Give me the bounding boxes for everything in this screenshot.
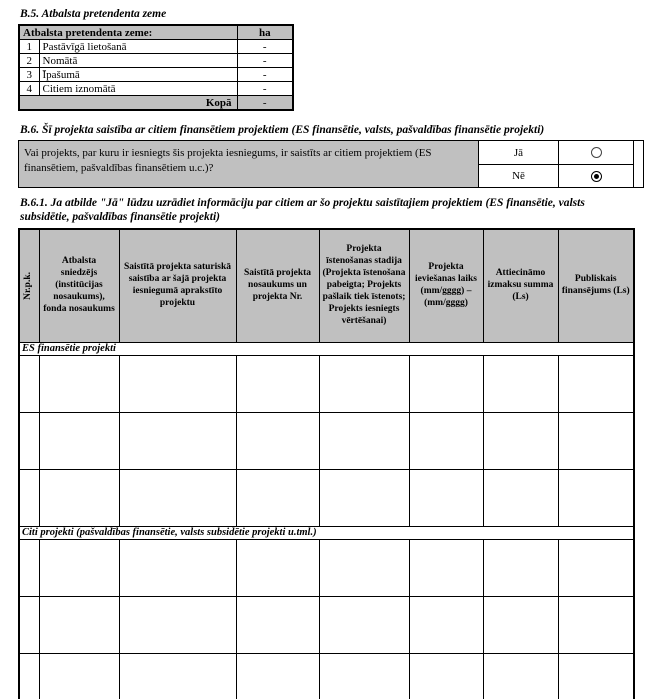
b6-option-ja [479,141,633,165]
b6-option-ne-label: Nē [479,165,559,188]
project-cell[interactable] [39,355,119,412]
b5-row-value[interactable]: - [237,40,293,54]
project-cell[interactable] [39,653,119,699]
b61-section-es-band [19,342,634,355]
b5-row-label: Īpašumā [39,68,237,82]
b6-question-block [18,140,644,188]
project-cell[interactable] [483,596,558,653]
b5-total-row [19,96,293,111]
b5-unit-header: ha [237,25,293,40]
project-cell[interactable] [319,412,409,469]
b5-total-label: Kopā [19,96,237,111]
project-cell[interactable] [119,412,236,469]
project-cell[interactable] [558,412,634,469]
project-cell[interactable] [558,596,634,653]
b5-total-value: - [237,96,293,111]
b5-row-number: 3 [19,68,39,82]
project-cell[interactable] [558,539,634,596]
b6-option-ne [479,165,633,188]
b6-right-filler [634,141,643,187]
b6-radio-ne-cell[interactable] [559,165,633,188]
project-cell[interactable] [319,653,409,699]
project-cell[interactable] [483,469,558,526]
b6-option-ja-label: Jā [479,141,559,164]
project-cell[interactable] [39,596,119,653]
project-cell[interactable] [19,469,39,526]
b6-radio-ja-cell[interactable] [559,141,633,164]
project-cell[interactable] [483,653,558,699]
project-cell[interactable] [39,469,119,526]
project-cell[interactable] [236,469,319,526]
project-cell[interactable] [119,355,236,412]
table-row [19,68,293,82]
project-cell[interactable] [483,355,558,412]
project-cell[interactable] [236,539,319,596]
project-cell[interactable] [483,539,558,596]
project-cell[interactable] [409,596,483,653]
b61-section-citi-band [19,526,634,539]
project-cell[interactable] [409,653,483,699]
project-cell[interactable] [19,653,39,699]
table-row [19,40,293,54]
b61-section-es-label: ES finansētie projekti [19,342,634,355]
project-cell[interactable] [409,469,483,526]
section-b6-heading: B.6. Šī projekta saistība ar citiem finansētiem projektiem (ES finansētie, valsts, pašvaldības finansētie projekti) [20,124,545,137]
project-cell[interactable] [319,355,409,412]
b5-header-label: Atbalsta pretendenta zeme: [19,25,237,40]
project-cell[interactable] [119,469,236,526]
project-cell[interactable] [483,412,558,469]
b61-col-public-funding: Publiskais finansējums (Ls) [558,229,634,343]
b5-header-row [19,25,293,40]
b61-col-content-link: Saistītā projekta saturiskā saistība ar šajā projekta iesniegumā aprakstīto projektu [119,229,236,343]
project-cell[interactable] [39,412,119,469]
project-cell[interactable] [236,596,319,653]
project-cell[interactable] [39,539,119,596]
b5-row-label: Nomātā [39,54,237,68]
b5-row-number: 1 [19,40,39,54]
table-row [19,54,293,68]
b61-related-projects-table [18,228,635,699]
project-cell[interactable] [119,596,236,653]
project-cell[interactable] [319,469,409,526]
project-cell[interactable] [236,653,319,699]
b5-row-value[interactable]: - [237,68,293,82]
project-cell[interactable] [409,355,483,412]
b5-row-number: 2 [19,54,39,68]
b6-question-text: Vai projekts, par kuru ir iesniegts šis projekta iesniegums, ir saistīts ar citiem projektiem (ES finansētiem, pašvaldības finansētiem u.c.)? [19,141,479,187]
b5-row-value[interactable]: - [237,54,293,68]
b5-row-number: 4 [19,82,39,96]
table-row [19,82,293,96]
section-b5-heading: B.5. Atbalsta pretendenta zeme [20,8,167,20]
b61-col-project-name: Saistītā projekta nosaukums un projekta Nr. [236,229,319,343]
project-cell[interactable] [19,539,39,596]
b5-row-label: Pastāvīgā lietošanā [39,40,237,54]
b61-header-row [19,229,634,343]
b5-row-label: Citiem iznomātā [39,82,237,96]
table-row [19,355,634,412]
b5-row-value[interactable]: - [237,82,293,96]
project-cell[interactable] [236,355,319,412]
section-b61-heading: B.6.1. Ja atbilde "Jā" lūdzu uzrādiet informāciju par citiem ar šo projektu saistītajiem projektiem (ES finansētie, valsts subsidētie, pašvaldības finansētie projekti) [20,197,585,223]
project-cell[interactable] [409,412,483,469]
b61-section-citi-label: Citi projekti (pašvaldības finansētie, valsts subsidētie projekti u.tml.) [19,526,634,539]
b61-col-stage: Projekta īstenošanas stadija (Projekta īstenošana pabeigta; Projekts pašlaik tiek īstenots; Projekts iesniegts vērtēšanai) [319,229,409,343]
project-cell[interactable] [19,596,39,653]
b6-options [479,141,634,187]
project-cell[interactable] [558,653,634,699]
table-row [19,539,634,596]
project-cell[interactable] [119,539,236,596]
table-row [19,412,634,469]
radio-selected-icon[interactable] [591,171,602,182]
project-cell[interactable] [319,596,409,653]
project-cell[interactable] [19,355,39,412]
table-row [19,653,634,699]
project-cell[interactable] [558,469,634,526]
project-cell[interactable] [119,653,236,699]
b61-col-nrpk-label: Nr.p.k. [23,271,34,300]
table-row [19,596,634,653]
table-row [19,469,634,526]
b61-col-provider: Atbalsta sniedzējs (institūcijas nosaukums), fonda nosaukums [39,229,119,343]
project-cell[interactable] [19,412,39,469]
project-cell[interactable] [409,539,483,596]
project-cell[interactable] [236,412,319,469]
b61-col-time: Projekta ieviešanas laiks (mm/gggg) – (mm/gggg) [409,229,483,343]
project-cell[interactable] [319,539,409,596]
b61-col-nrpk [19,229,39,343]
b61-col-eligible-costs: Attiecināmo izmaksu summa (Ls) [483,229,558,343]
b5-land-table [18,24,294,111]
radio-unselected-icon[interactable] [591,147,602,158]
project-cell[interactable] [558,355,634,412]
